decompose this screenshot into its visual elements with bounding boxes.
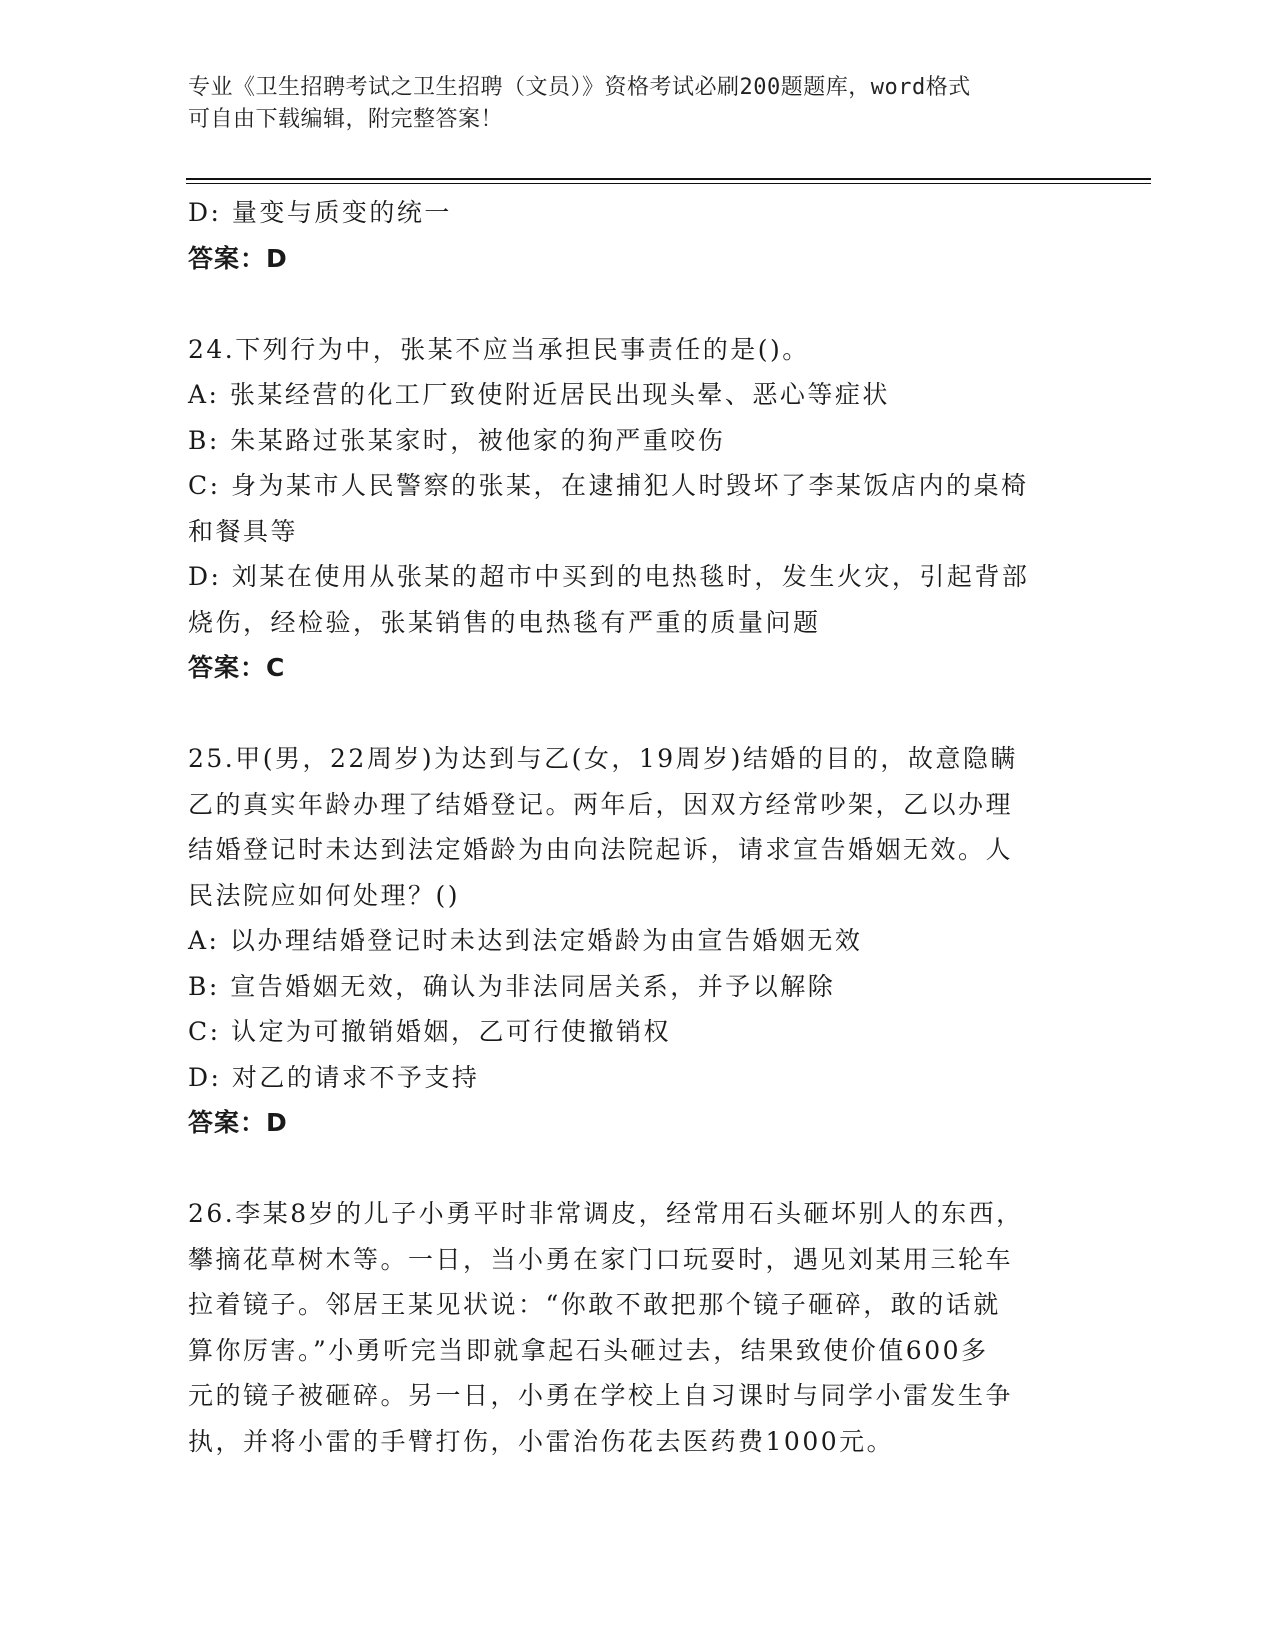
q24-option-d-line-2: 烧伤，经检验，张某销售的电热毯有严重的质量问题 — [188, 607, 821, 637]
q25-answer: 答案：D — [188, 1108, 288, 1137]
header-title-line-1: 专业《卫生招聘考试之卫生招聘（文员）》资格考试必刷200题题库，word格式 — [188, 75, 971, 100]
spacer — [188, 1146, 1078, 1192]
q25-option-d: D: 对乙的请求不予支持 — [188, 1062, 480, 1092]
q24-answer: 答案：C — [188, 653, 286, 682]
q26-stem-line-2: 攀摘花草树木等。一日，当小勇在家门口玩耍时，遇见刘某用三轮车 — [188, 1244, 1014, 1274]
spacer — [188, 281, 1078, 327]
page-header — [188, 72, 1068, 136]
header-divider-thin — [186, 183, 1151, 184]
document-body — [188, 190, 1078, 1464]
q25-stem-line-1: 25.甲(男，22周岁)为达到与乙(女，19周岁)结婚的目的，故意隐瞒 — [188, 744, 1018, 773]
q26-stem-line-5: 元的镜子被砸碎。另一日，小勇在学校上自习课时与同学小雷发生争 — [188, 1381, 1014, 1410]
q24-option-b: B: 朱某路过张某家时，被他家的狗严重咬伤 — [188, 425, 726, 455]
header-title-line-2: 可自由下载编辑，附完整答案！ — [188, 107, 504, 132]
q26-stem-line-4: 算你厉害。”小勇听完当即就拿起石头砸过去，结果致使价值600多 — [188, 1335, 989, 1365]
q25-stem-line-3: 结婚登记时未达到法定婚龄为由向法院起诉，请求宣告婚姻无效。人 — [188, 835, 1014, 864]
q25-stem-line-2: 乙的真实年龄办理了结婚登记。两年后，因双方经常吵架，乙以办理 — [188, 789, 1014, 819]
q26-stem-line-3: 拉着镜子。邻居王某见状说：“你敢不敢把那个镜子砸碎，敢的话就 — [188, 1290, 1001, 1319]
q26-stem-line-6: 执，并将小雷的手臂打伤，小雷治伤花去医药费1000元。 — [188, 1426, 895, 1456]
q24-option-d-line-1: D: 刘某在使用从张某的超市中买到的电热毯时，发生火灾，引起背部 — [188, 562, 1030, 591]
spacer — [188, 691, 1078, 737]
q25-stem-line-4: 民法院应如何处理？() — [188, 880, 461, 910]
q25-option-b: B: 宣告婚姻无效，确认为非法同居关系，并予以解除 — [188, 971, 836, 1001]
q24-option-c-line-1: C: 身为某市人民警察的张某，在逮捕犯人时毁坏了李某饭店内的桌椅 — [188, 471, 1029, 500]
q26-stem-line-1: 26.李某8岁的儿子小勇平时非常调皮，经常用石头砸坏别人的东西， — [188, 1199, 1024, 1228]
prev-answer: 答案：D — [188, 243, 288, 273]
header-divider-thick — [186, 178, 1151, 180]
q24-option-a: A: 张某经营的化工厂致使附近居民出现头晕、恶心等症状 — [188, 380, 890, 409]
prev-option-d: D: 量变与质变的统一 — [188, 198, 452, 227]
q25-option-a: A: 以办理结婚登记时未达到法定婚龄为由宣告婚姻无效 — [188, 926, 863, 955]
q25-option-c: C: 认定为可撤销婚姻，乙可行使撤销权 — [188, 1017, 671, 1046]
q24-option-c-line-2: 和餐具等 — [188, 516, 299, 546]
q24-stem: 24.下列行为中，张某不应当承担民事责任的是()。 — [188, 334, 810, 364]
